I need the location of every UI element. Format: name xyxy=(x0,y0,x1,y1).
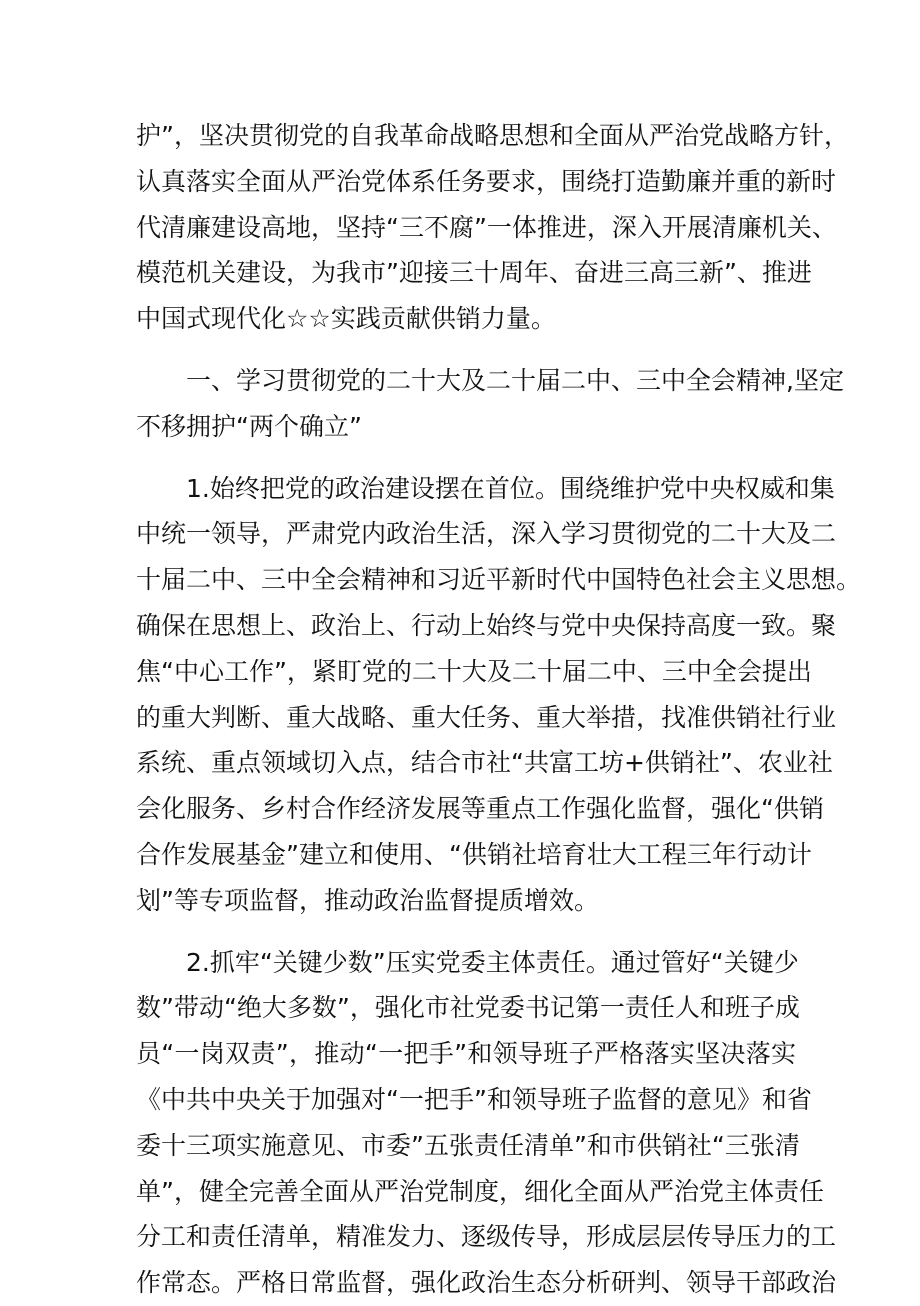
paragraph-line: 2.抓牢“关键少数”压实党委主体责任。通过管好“关键少 xyxy=(136,947,799,977)
paragraph-line: 模范机关建设，为我市”迎接三十周年、奋进三高三新”、推进 xyxy=(136,258,812,288)
heading-line: 不移拥护“两个确立” xyxy=(136,411,362,441)
item-1-paragraph xyxy=(136,466,862,924)
paragraph-line: 中统一领导，严肃党内政治生活，深入学习贯彻党的二十大及二 xyxy=(136,519,837,549)
section-heading xyxy=(136,358,844,450)
paragraph-line: 中国式现代化☆☆实践贡献供销力量。 xyxy=(136,304,556,334)
paragraph-line: 护”，坚决贯彻党的自我革命战略思想和全面从严治党战略方针， xyxy=(136,121,849,150)
paragraph-line: 会化服务、乡村合作经济发展等重点工作强化监督，强化“供销 xyxy=(136,794,824,824)
paragraph-line: 焦“中心工作”，紧盯党的二十大及二十届二中、三中全会提出 xyxy=(136,656,812,686)
paragraph-line: 合作发展基金”建立和使用、“供销社培育壮大工程三年行动计 xyxy=(136,839,812,869)
paragraph-line: 单”，健全完善全面从严治党制度，细化全面从严治党主体责任 xyxy=(136,1176,824,1206)
paragraph-line: 十届二中、三中全会精神和习近平新时代中国特色社会主义思想。 xyxy=(136,565,862,595)
paragraph-line: 数”带动“绝大多数”，强化市社党委书记第一责任人和班子成 xyxy=(136,993,800,1023)
paragraph-gap xyxy=(136,450,796,466)
paragraph-line: 划”等专项监督，推动政治监督提质增效。 xyxy=(136,885,599,915)
paragraph-line: 委十三项实施意见、市委”五张责任清单”和市供销社“三张清 xyxy=(136,1130,800,1160)
paragraph-line: 分工和责任清单，精准发力、逐级传导，形成层层传导压力的工 xyxy=(136,1222,837,1252)
intro-paragraph xyxy=(136,113,849,342)
paragraph-line: 的重大判断、重大战略、重大任务、重大举措，找准供销社行业 xyxy=(136,702,837,732)
paragraph-line: 认真落实全面从严治党体系任务要求，围绕打造勤廉并重的新时 xyxy=(136,166,837,196)
paragraph-line: 员“一岗双责”，推动“一把手”和领导班子严格落实坚决落实 xyxy=(136,1039,796,1069)
heading-line: 一、学习贯彻党的二十大及二十届二中、三中全会精神,坚定 xyxy=(136,365,844,395)
document-body xyxy=(136,113,862,1306)
paragraph-line: 1.始终把党的政治建设摆在首位。围绕维护党中央权威和集 xyxy=(136,473,835,503)
paragraph-line: 系统、重点领域切入点，结合市社“共富工坊+供销社”、农业社 xyxy=(136,748,833,778)
paragraph-line: 《中共中央关于加强对“一把手”和领导班子监督的意见》和省 xyxy=(136,1084,812,1114)
item-2-paragraph xyxy=(136,940,837,1306)
paragraph-gap xyxy=(136,924,796,940)
paragraph-line: 作常态。严格日常监督，强化政治生态分析研判、领导干部政治 xyxy=(136,1268,837,1298)
paragraph-gap xyxy=(136,342,796,358)
paragraph-line: 确保在思想上、政治上、行动上始终与党中央保持高度一致。聚 xyxy=(136,610,837,640)
paragraph-line: 代清廉建设高地，坚持“三不腐”一体推进，深入开展清廉机关、 xyxy=(136,212,837,242)
